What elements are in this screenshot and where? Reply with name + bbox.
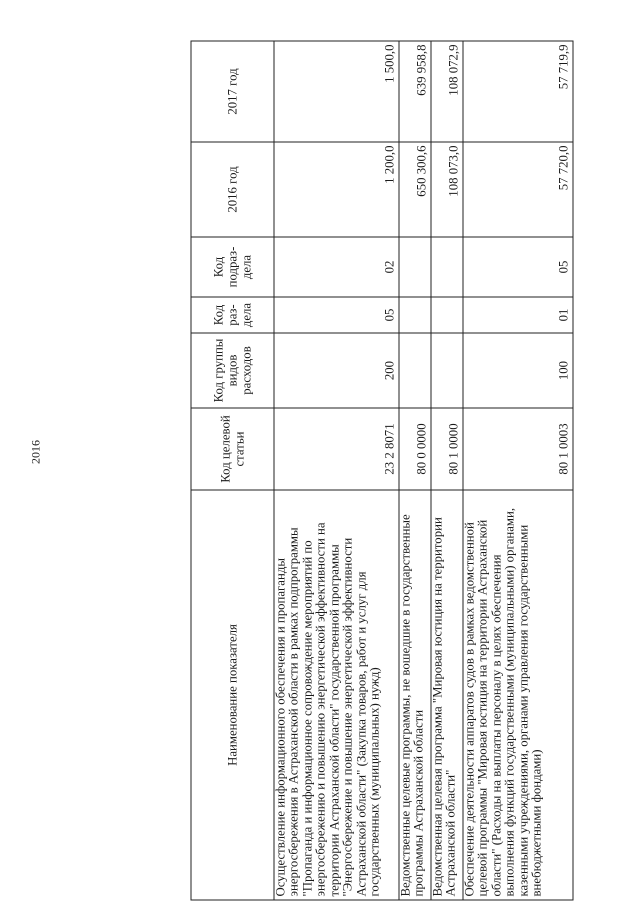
table-row xyxy=(399,41,431,900)
header-row xyxy=(191,41,274,900)
header-target-code: Код целевой статьи xyxy=(191,408,274,490)
row-target-code: 80 0 0000 xyxy=(399,408,431,490)
table-row xyxy=(274,41,399,900)
header-subsection-code: Код подраз-дела xyxy=(191,237,274,297)
row-name: Ведомственные целевые программы, не вошедшие в государственные программы Астраханской области xyxy=(399,490,431,900)
row-group-code: 200 xyxy=(274,333,399,408)
row-amount-2016: 1 200,0 xyxy=(274,142,399,237)
row-subsection-code: 05 xyxy=(463,237,573,297)
row-section-code xyxy=(399,297,431,333)
row-target-code: 23 2 8071 xyxy=(274,408,399,490)
row-amount-2016: 108 073,0 xyxy=(431,142,463,237)
header-year-2016: 2016 год xyxy=(191,142,274,237)
row-subsection-code: 02 xyxy=(274,237,399,297)
row-subsection-code xyxy=(399,237,431,297)
row-amount-2017: 57 719,9 xyxy=(463,41,573,142)
header-year-2017: 2017 год xyxy=(191,41,274,142)
row-target-code: 80 1 0003 xyxy=(463,408,573,490)
table-row xyxy=(463,41,573,900)
row-subsection-code xyxy=(431,237,463,297)
row-amount-2017: 1 500,0 xyxy=(274,41,399,142)
row-target-code: 80 1 0000 xyxy=(431,408,463,490)
row-name: Ведомственная целевая программа "Мировая юстиция на территории Астраханской области" xyxy=(431,490,463,900)
rotated-table-wrapper xyxy=(191,42,571,901)
expenditure-table xyxy=(191,41,574,901)
table-row xyxy=(431,41,463,900)
row-section-code: 01 xyxy=(463,297,573,333)
row-section-code: 05 xyxy=(274,297,399,333)
row-group-code xyxy=(399,333,431,408)
row-name: Осуществление информационного обеспечения и пропаганды энергосбережения в Астраханской области в рамках подпрограммы "Пропаганда и информационное сопровождение мероприятий по энергосбережению и повышению энергетической эффективности на территории Астраханской области" государственной программы "Энергосбережение и повышение энергетической эффективности Астраханской области" (Закупка товаров, работ и услуг для государственных (муниципальных) нужд) xyxy=(274,490,399,900)
row-group-code: 100 xyxy=(463,333,573,408)
header-name: Наименование показателя xyxy=(191,490,274,900)
header-section-code: Код раз-дела xyxy=(191,297,274,333)
row-name: Обеспечение деятельности аппаратов судов в рамках ведомственной целевой программы "Мировая юстиция на территории Астраханской области" (Расходы на выплаты персоналу в целях обеспечения выполнения функций государственными (муниципальными) органами, казенными учреждениями, органами управления государственными внебюджетными фондами) xyxy=(463,490,573,900)
page-number: 2016 xyxy=(28,440,43,464)
row-section-code xyxy=(431,297,463,333)
row-amount-2017: 108 072,9 xyxy=(431,41,463,142)
row-group-code xyxy=(431,333,463,408)
row-amount-2016: 57 720,0 xyxy=(463,142,573,237)
row-amount-2016: 650 300,6 xyxy=(399,142,431,237)
header-group-code: Код группы видов расходов xyxy=(191,333,274,408)
row-amount-2017: 639 958,8 xyxy=(399,41,431,142)
